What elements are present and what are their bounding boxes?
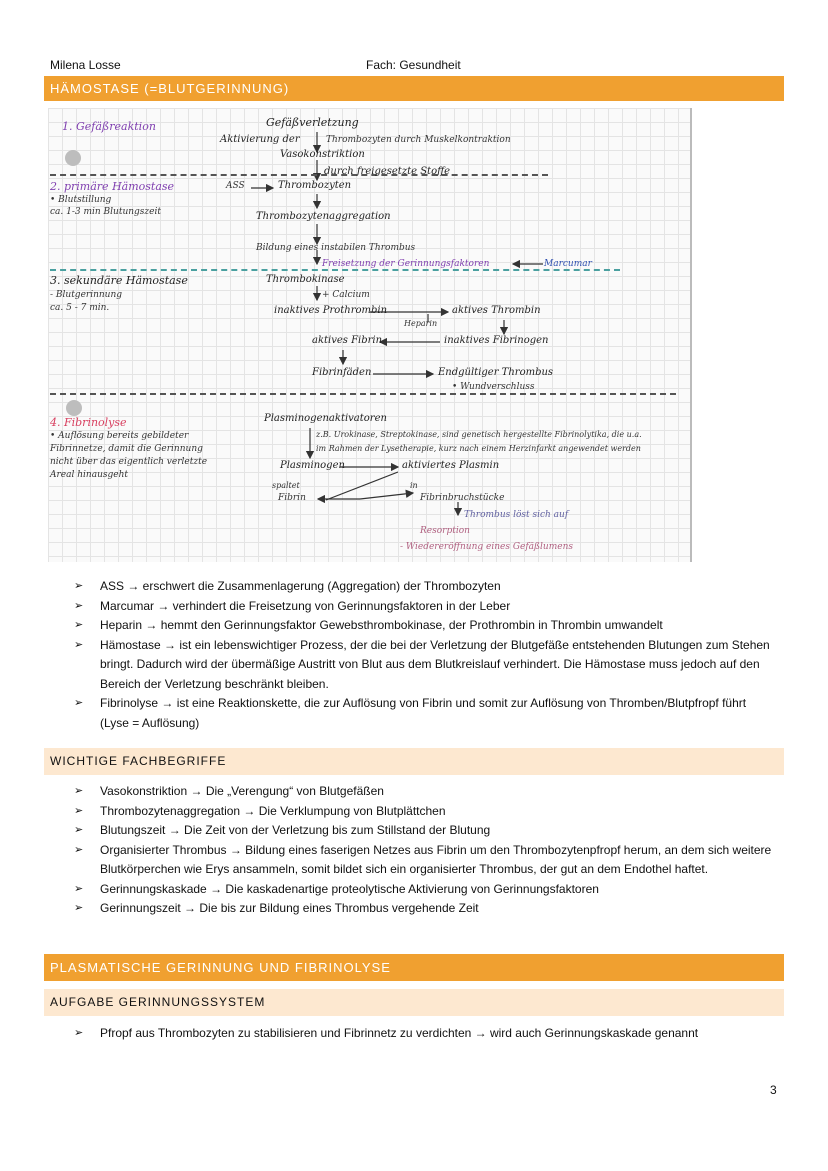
list-item: ➢ Gerinnungszeit → Die bis zur Bildung eines Thrombus vergehende Zeit — [74, 901, 479, 915]
flow-aktives-fibrin: aktives Fibrin — [312, 335, 383, 346]
flow-thrombozyten-muskel: Thrombozyten durch Muskelkontraktion — [326, 135, 511, 145]
note-fibrinolyse: 4. Fibrinolyse — [50, 416, 127, 429]
list-item: ➢ Hämostase → ist ein lebenswichtiger Prozess, der die bei der Verletzung der Blutgefäße entstehenden Blutungen zum Stehen bringt. Dadurch wird der übermäßige Austritt von Blut aus dem Blutkreislauf verhindert. Die Hämostase muss jedoch auf den Bereich der Verletzung beschränkt bleiben. — [74, 637, 770, 691]
flow-heparin: Heparin — [404, 319, 438, 328]
handwritten-notes-image — [48, 108, 692, 562]
note-gefaessreaktion: 1. Gefäßreaktion — [62, 120, 156, 133]
note-gerinnungszeit: ca. 5 - 7 min. — [50, 303, 110, 313]
note-blutgerinnung: - Blutgerinnung — [50, 290, 123, 300]
list-item: ➢ ASS → erschwert die Zusammenlagerung (Aggregation) der Thrombozyten — [74, 579, 501, 593]
flow-bildung-thrombus: Bildung eines instabilen Thrombus — [256, 243, 416, 253]
flow-thrombozyten: Thrombozyten — [278, 180, 352, 191]
flow-aktivierung: Aktivierung der — [220, 134, 300, 145]
flow-beispiel-2: im Rahmen der Lysetherapie, kurz nach einem Herzinfarkt angewendet werden — [316, 444, 641, 453]
hole-punch-marker — [65, 150, 81, 166]
divider-line — [50, 393, 676, 395]
list-item: ➢ Fibrinolyse → ist eine Reaktionskette, die zur Auflösung von Fibrin und somit zur Auflösung von Thromben/Blutpfropf führt (Lyse = Auflösung) — [74, 696, 747, 730]
flow-plasminogenaktivatoren: Plasminogenaktivatoren — [264, 413, 387, 424]
list-item: ➢ Heparin → hemmt den Gerinnungsfaktor Gewebsthrombokinase, der Prothrombin in Thrombin umwandelt — [74, 618, 663, 632]
flow-aggregation: Thrombozytenaggregation — [256, 211, 391, 222]
note-blutstillung: • Blutstillung — [50, 195, 112, 205]
flow-durch-stoffe: durch freigesetzte Stoffe — [324, 166, 451, 177]
flow-fibrinfaeden: Fibrinfäden — [312, 367, 372, 378]
flow-freisetzung: Freisetzung der Gerinnungsfaktoren — [322, 259, 490, 269]
page-number: 3 — [770, 1083, 777, 1097]
note-primaere-haemostase: 2. primäre Hämostase — [50, 180, 175, 193]
flow-aktives-thrombin: aktives Thrombin — [452, 305, 541, 316]
flow-fibrin: Fibrin — [278, 493, 306, 503]
list-item: ➢ Pfropf aus Thrombozyten zu stabilisieren und Fibrinnetz zu verdichten → wird auch Gerinnungskaskade genannt — [74, 1026, 699, 1040]
section-header-fachbegriffe: WICHTIGE FACHBEGRIFFE — [44, 748, 784, 775]
list-item: ➢ Gerinnungskaskade → Die kaskadenartige proteolytische Aktivierung von Gerinnungsfaktoren — [74, 881, 599, 896]
subject-label: Fach: Gesundheit — [366, 58, 461, 72]
note-fibrinolyse-line: Areal hinausgeht — [50, 470, 128, 480]
flow-aktiviertes-plasmin: aktiviertes Plasmin — [402, 460, 500, 471]
section-header-haemostase: HÄMOSTASE (=BLUTGERINNUNG) — [44, 76, 784, 101]
note-fibrinolyse-line: nicht über das eigentlich verletzte — [50, 457, 208, 467]
flow-resorption: Resorption — [420, 526, 470, 536]
note-sekundaere-haemostase: 3. sekundäre Hämostase — [50, 274, 188, 287]
flow-marcumar: Marcumar — [544, 259, 592, 269]
divider-line — [50, 174, 548, 176]
hole-punch-marker — [66, 400, 82, 416]
note-blutungszeit: ca. 1-3 min Blutungszeit — [50, 207, 161, 217]
flow-wiedereroeffnung: - Wiedereröffnung eines Gefäßlumens — [400, 542, 574, 552]
list-item: ➢ Vasokonstriktion → Die „Verengung“ von Blutgefäßen — [74, 784, 384, 798]
flow-gefaessverletzung: Gefäßverletzung — [266, 116, 359, 129]
section-header-plasmatische-gerinnung: PLASMATISCHE GERINNUNG UND FIBRINOLYSE — [44, 954, 784, 981]
note-fibrinolyse-line: Fibrinnetze, damit die Gerinnung — [50, 444, 203, 454]
bullet-list-medikamente — [74, 577, 774, 733]
flow-endgueltiger-thrombus: Endgültiger Thrombus — [438, 367, 554, 378]
bullet-list-fachbegriffe — [74, 782, 774, 919]
bullet-list-aufgabe — [74, 1024, 774, 1044]
flow-wundverschluss: • Wundverschluss — [452, 382, 535, 392]
flow-beispiel-1: z.B. Urokinase, Streptokinase, sind genetisch hergestellte Fibrinolytika, die u.a. — [316, 430, 642, 439]
flow-inaktives-prothrombin: inaktives Prothrombin — [274, 305, 388, 316]
author-name: Milena Losse — [50, 58, 121, 72]
flow-calcium: + Calcium — [322, 290, 370, 300]
list-item: ➢ Blutungszeit → Die Zeit von der Verletzung bis zum Stillstand der Blutung — [74, 823, 491, 837]
section-header-aufgabe: AUFGABE GERINNUNGSSYSTEM — [44, 989, 784, 1016]
note-fibrinolyse-line: • Auflösung bereits gebildeter — [50, 431, 189, 441]
divider-line — [50, 269, 620, 271]
flow-in: in — [410, 481, 418, 490]
flow-ass: ASS — [226, 181, 245, 191]
list-item: ➢ Marcumar → verhindert die Freisetzung von Gerinnungsfaktoren in der Leber — [74, 598, 511, 613]
list-item: ➢ Organisierter Thrombus → Bildung eines faserigen Netzes aus Fibrin um den Thrombozytenpfropf herum, an dem sich weitere Blutkörperchen wie Erys ansammeln, somit bildet sich ein organisierter Thrombus, der gut an dem Endothel haftet. — [74, 842, 772, 876]
flow-thrombokinase: Thrombokinase — [266, 274, 345, 285]
flow-inaktives-fibrinogen: inaktives Fibrinogen — [444, 335, 549, 346]
flow-plasminogen: Plasminogen — [280, 460, 345, 471]
flow-fibrinbruchstuecke: Fibrinbruchstücke — [420, 493, 505, 503]
flow-vasokonstriktion: Vasokonstriktion — [280, 149, 365, 160]
list-item: ➢ Thrombozytenaggregation → Die Verklumpung von Blutplättchen — [74, 803, 446, 818]
flow-thrombus-loest: Thrombus löst sich auf — [464, 510, 569, 520]
flow-spaltet: spaltet — [272, 481, 300, 490]
